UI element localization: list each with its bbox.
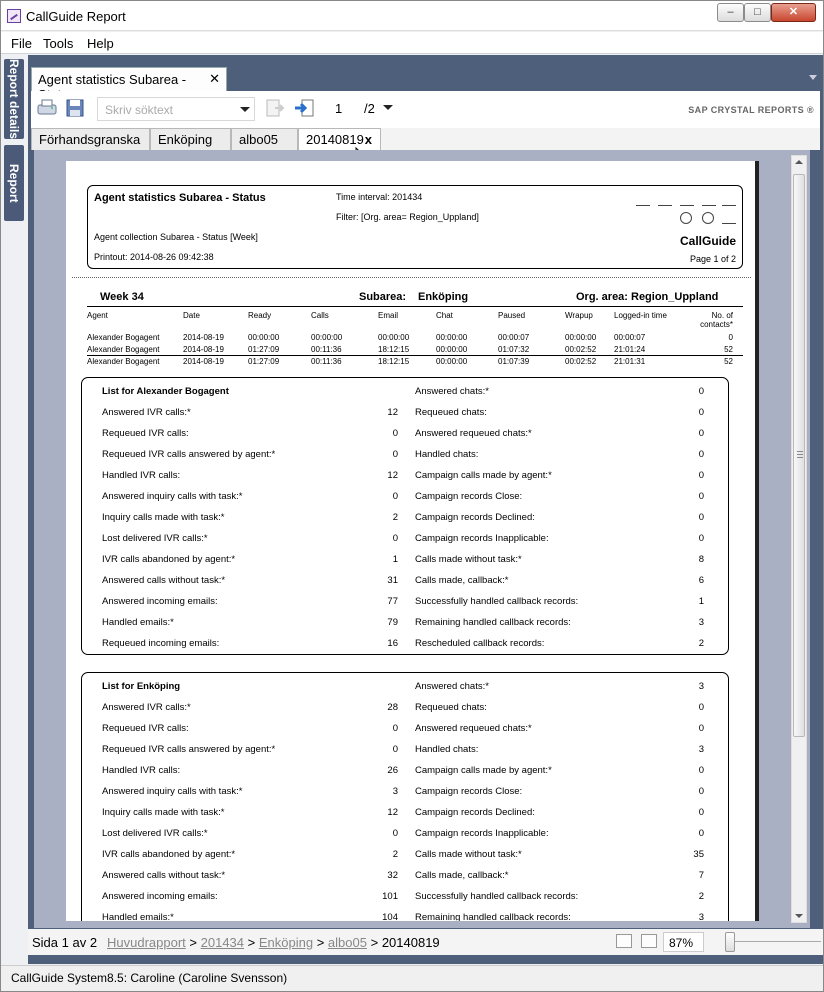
table-cell: Alexander Bogagent	[87, 345, 160, 354]
vertical-scrollbar[interactable]	[791, 155, 807, 923]
breadcrumb-enkoping[interactable]: Enköping	[258, 935, 314, 950]
tab-20140819-label: 20140819	[306, 132, 364, 147]
stat-label: Calls made without task:*	[415, 849, 522, 860]
column-header: Wrapup	[565, 311, 593, 320]
stat-value: 0	[698, 786, 704, 797]
stat-label: Lost delivered IVR calls:*	[102, 533, 208, 544]
table-cell: 01:27:09	[248, 345, 280, 354]
column-header: Email	[378, 311, 399, 320]
stat-value: 104	[382, 912, 398, 921]
stat-label: Calls made without task:*	[415, 554, 522, 565]
stat-value: 3	[698, 912, 704, 921]
report-filter: Filter: [Org. area= Region_Uppland]	[336, 212, 479, 222]
document-tab[interactable]	[31, 67, 227, 91]
stat-value: 8	[698, 554, 704, 565]
stat-label: Inquiry calls made with task:*	[102, 512, 225, 523]
stat-label: Remaining handled callback records:	[415, 617, 571, 628]
list-box-agent	[81, 377, 729, 655]
table-cell: 21:01:31	[614, 357, 646, 366]
stat-value: 2	[698, 891, 704, 902]
stat-label: Requeued IVR calls:	[102, 723, 189, 734]
report-nav-tabs	[31, 128, 820, 150]
stat-label: Handled chats:	[415, 744, 479, 755]
list-title: List for Alexander Bogagent	[102, 386, 229, 397]
report-header	[87, 185, 743, 269]
breadcrumb-sep: >	[316, 935, 325, 950]
stat-label: Answered inquiry calls with task:*	[102, 786, 243, 797]
stat-value: 26	[387, 765, 398, 776]
column-header: Date	[183, 311, 200, 320]
stat-value: 1	[698, 596, 704, 607]
dotted-divider	[72, 277, 751, 278]
report-printout: Printout: 2014-08-26 09:42:38	[94, 252, 214, 262]
fit-width-icon[interactable]	[616, 934, 632, 948]
page-dropdown-icon[interactable]	[383, 105, 393, 110]
goto-page-icon[interactable]	[293, 97, 315, 119]
close-window-button[interactable]: ✕	[771, 3, 816, 22]
stat-label: IVR calls abandoned by agent:*	[102, 554, 236, 565]
stat-label: Campaign records Close:	[415, 491, 523, 502]
table-cell: 2014-08-19	[183, 333, 224, 342]
stat-value: 0	[392, 428, 398, 439]
table-cell: 18:12:15	[378, 357, 410, 366]
stat-label: Calls made, callback:*	[415, 575, 509, 586]
stat-value: 3	[698, 617, 704, 628]
stat-value: 77	[387, 596, 398, 607]
table-cell: 00:00:00	[436, 357, 468, 366]
table-cell: 00:00:07	[614, 333, 646, 342]
list-box-enkoping	[81, 672, 729, 921]
table-cell: 00:11:36	[311, 345, 342, 354]
stat-label: Answered requeued chats:*	[415, 428, 532, 439]
close-subtab-icon[interactable]: x	[364, 132, 372, 147]
viewer-status-bar	[28, 929, 823, 955]
stat-value: 31	[387, 575, 398, 586]
table-cell: 00:00:00	[565, 333, 597, 342]
week-header	[87, 289, 743, 307]
stat-value: 2	[698, 638, 704, 649]
breadcrumb	[107, 935, 440, 950]
side-panel	[1, 55, 27, 964]
stat-label: Remaining handled callback records:	[415, 912, 571, 921]
table-cell: 01:27:09	[248, 357, 280, 366]
report-page-label: Page 1 of 2	[689, 254, 736, 264]
stat-value: 28	[387, 702, 398, 713]
stat-value: 0	[698, 828, 704, 839]
stat-label: Answered IVR calls:*	[102, 702, 191, 713]
stat-value: 3	[698, 744, 704, 755]
stat-label: Handled IVR calls:	[102, 470, 181, 481]
stat-label: Successfully handled callback records:	[415, 596, 579, 607]
stat-label: Answered IVR calls:*	[102, 407, 191, 418]
stat-label: Requeued IVR calls answered by agent:*	[102, 744, 276, 755]
scroll-grip-icon	[797, 451, 803, 458]
stat-value: 3	[698, 681, 704, 692]
stat-label: Requeued IVR calls answered by agent:*	[102, 449, 276, 460]
close-tab-icon[interactable]: ✕	[209, 71, 220, 86]
stat-label: Campaign calls made by agent:*	[415, 470, 552, 481]
column-header: Agent	[87, 311, 108, 320]
report-icon-group	[636, 192, 736, 232]
column-header: Chat	[436, 311, 453, 320]
callguide-brand: CallGuide	[679, 234, 736, 248]
table-cell: 00:11:36	[311, 357, 342, 366]
stat-value: 12	[387, 807, 398, 818]
title-bar	[1, 1, 823, 31]
stat-value: 0	[392, 449, 398, 460]
stat-value: 12	[387, 470, 398, 481]
stat-value: 0	[698, 533, 704, 544]
stat-label: Campaign calls made by agent:*	[415, 765, 552, 776]
clock-icon	[680, 212, 692, 224]
table-cell: 00:02:52	[565, 345, 597, 354]
table-cell: 00:00:00	[436, 345, 468, 354]
tab-forhandsgranska[interactable]: Förhandsgranska	[31, 128, 150, 150]
stat-label: Campaign records Inapplicable:	[415, 828, 549, 839]
main-area	[28, 55, 823, 964]
stat-label: Campaign records Close:	[415, 786, 523, 797]
column-header: No. of contacts*	[700, 311, 733, 329]
scroll-down-icon[interactable]	[795, 914, 803, 918]
save-icon[interactable]	[64, 97, 86, 119]
status-text: CallGuide System8.5: Caroline (Caroline Svensson)	[11, 971, 288, 985]
callguide-app-icon	[7, 9, 21, 23]
stat-label: Lost delivered IVR calls:*	[102, 828, 208, 839]
stat-label: Answered incoming emails:	[102, 891, 218, 902]
table-cell: 00:00:00	[311, 333, 343, 342]
stat-label: Handled emails:*	[102, 912, 174, 921]
week-label: Week 34	[100, 291, 144, 303]
stat-label: Answered calls without task:*	[102, 575, 226, 586]
breadcrumb-sep: >	[189, 935, 197, 950]
report-title: Agent statistics Subarea - Status	[94, 192, 266, 204]
stat-label: Campaign records Declined:	[415, 807, 535, 818]
stat-value: 0	[698, 491, 704, 502]
stat-value: 0	[698, 407, 704, 418]
table-cell: 18:12:15	[378, 345, 410, 354]
app-status-bar	[1, 965, 823, 991]
table-cell: 0	[728, 333, 733, 342]
stat-label: Handled chats:	[415, 449, 479, 460]
agent-icon	[636, 194, 650, 206]
table-cell: 00:00:00	[248, 333, 280, 342]
stat-label: Inquiry calls made with task:*	[102, 807, 225, 818]
table-cell: 52	[724, 357, 733, 366]
stat-value: 35	[693, 849, 704, 860]
print-icon[interactable]	[36, 97, 58, 119]
stat-value: 2	[392, 849, 398, 860]
group-icon	[680, 194, 694, 206]
stat-label: Calls made, callback:*	[415, 870, 509, 881]
breadcrumb-huvudrapport[interactable]: Huvudrapport	[107, 935, 186, 950]
tab-albo05[interactable]: albo05	[231, 128, 298, 150]
tab-list-dropdown-icon[interactable]	[809, 75, 817, 80]
maximize-button[interactable]: □	[744, 3, 771, 22]
stat-label: Successfully handled callback records:	[415, 891, 579, 902]
stat-value: 0	[698, 512, 704, 523]
report-viewer	[34, 150, 810, 928]
menu-tools[interactable]: Tools	[43, 36, 74, 51]
stat-label: Answered inquiry calls with task:*	[102, 491, 243, 502]
stat-value: 0	[392, 744, 398, 755]
stat-label: Campaign records Declined:	[415, 512, 535, 523]
table-cell: 00:00:07	[498, 333, 530, 342]
breadcrumb-201434[interactable]: 201434	[200, 935, 245, 950]
report-collection: Agent collection Subarea - Status [Week]	[94, 232, 258, 242]
stat-value: 0	[392, 723, 398, 734]
column-header: Calls	[311, 311, 329, 320]
stat-value: 0	[698, 386, 704, 397]
zoom-slider-knob[interactable]	[725, 932, 735, 952]
stat-value: 1	[392, 554, 398, 565]
stat-value: 0	[698, 765, 704, 776]
page-total: /2	[364, 101, 375, 116]
breadcrumb-current: 20140819	[381, 935, 440, 950]
stat-label: Answered chats:*	[415, 386, 489, 397]
stat-label: Requeued chats:	[415, 702, 487, 713]
document-tab-label: Agent statistics Subarea -	[38, 72, 187, 87]
stat-label: Requeued IVR calls:	[102, 428, 189, 439]
sap-crystal-reports-logo: SAP CRYSTAL REPORTS ®	[688, 105, 814, 115]
scroll-up-icon[interactable]	[795, 160, 803, 164]
stat-value: 0	[392, 533, 398, 544]
table-cell: 01:07:32	[498, 345, 530, 354]
export-icon[interactable]	[263, 97, 285, 119]
table-cell: 2014-08-19	[183, 345, 224, 354]
stat-value: 0	[698, 723, 704, 734]
stat-value: 3	[392, 786, 398, 797]
pie-icon	[702, 212, 714, 224]
breadcrumb-sep: >	[370, 935, 379, 950]
tab-report-details[interactable]: Report details	[4, 59, 24, 139]
stat-label: Answered calls without task:*	[102, 870, 226, 881]
tab-report-picker[interactable]: Report	[4, 145, 24, 221]
stat-value: 32	[387, 870, 398, 881]
queue-icon	[658, 194, 672, 206]
subarea-value: Enköping	[418, 291, 469, 303]
stat-value: 0	[698, 807, 704, 818]
table-cell: 00:00:00	[436, 333, 468, 342]
stat-value: 7	[698, 870, 704, 881]
stat-label: Answered incoming emails:	[102, 596, 218, 607]
zoom-slider[interactable]	[725, 941, 821, 942]
page-indicator: Sida 1 av 2	[32, 935, 98, 950]
stat-label: Requeued incoming emails:	[102, 638, 220, 649]
column-header: Ready	[248, 311, 272, 320]
stat-value: 0	[698, 428, 704, 439]
stat-value: 0	[698, 449, 704, 460]
stat-value: 0	[698, 702, 704, 713]
stat-label: Requeued chats:	[415, 407, 487, 418]
table-cell: 52	[724, 345, 733, 354]
table-cell: Alexander Bogagent	[87, 333, 160, 342]
stat-label: Campaign records Inapplicable:	[415, 533, 549, 544]
stat-value: 0	[392, 491, 398, 502]
stat-value: 101	[382, 891, 398, 902]
menu-help[interactable]: Help	[87, 36, 114, 51]
menu-bar	[1, 32, 823, 54]
stat-label: Answered chats:*	[415, 681, 489, 692]
org-area-value: Region_Uppland	[631, 291, 719, 303]
search-input[interactable]	[97, 97, 255, 121]
breadcrumb-sep: >	[247, 935, 256, 950]
fit-page-icon[interactable]	[641, 934, 657, 948]
report-time-interval: Time interval: 201434	[336, 192, 423, 202]
report-page	[66, 161, 759, 921]
email-icon	[702, 194, 716, 206]
zoom-field[interactable]: 87%	[663, 932, 704, 952]
stat-label: IVR calls abandoned by agent:*	[102, 849, 236, 860]
stat-value: 16	[387, 638, 398, 649]
stat-label: Rescheduled callback records:	[415, 638, 545, 649]
stat-value: 6	[698, 575, 704, 586]
table-cell: 2014-08-19	[183, 357, 224, 366]
table-cell: 21:01:24	[614, 345, 646, 354]
stat-value: 79	[387, 617, 398, 628]
stat-value: 2	[392, 512, 398, 523]
search-placeholder: Skriv söktext	[105, 103, 174, 117]
menu-file[interactable]: File	[11, 36, 32, 51]
list-title: List for Enköping	[102, 681, 181, 692]
stat-label: Handled IVR calls:	[102, 765, 181, 776]
agent-stats-table	[87, 311, 743, 366]
tab-enkoping[interactable]: Enköping	[150, 128, 231, 150]
org-area-label: Org. area:	[576, 291, 628, 303]
stat-label: Handled emails:*	[102, 617, 174, 628]
table-cell: 01:07:39	[498, 357, 530, 366]
table-sum-line	[87, 355, 743, 356]
breadcrumb-albo05[interactable]: albo05	[327, 935, 367, 950]
report-toolbar	[31, 91, 820, 128]
page-number-field[interactable]: 1	[335, 101, 343, 116]
chat-icon	[722, 194, 736, 206]
scrollbar-thumb[interactable]	[793, 174, 805, 737]
search-dropdown-icon[interactable]	[240, 107, 250, 112]
table-cell: 00:02:52	[565, 357, 597, 366]
subarea-label: Subarea:	[359, 291, 407, 303]
lock-icon	[722, 212, 736, 224]
stat-value: 0	[392, 828, 398, 839]
table-cell: 00:00:00	[378, 333, 410, 342]
window-title: CallGuide Report	[26, 9, 126, 24]
minimize-button[interactable]: –	[717, 3, 744, 22]
table-cell: Alexander Bogagent	[87, 357, 160, 366]
stat-label: Answered requeued chats:*	[415, 723, 532, 734]
column-header: Logged-in time	[614, 311, 667, 320]
stat-value: 0	[698, 470, 704, 481]
stat-value: 12	[387, 407, 398, 418]
column-header: Paused	[498, 311, 526, 320]
